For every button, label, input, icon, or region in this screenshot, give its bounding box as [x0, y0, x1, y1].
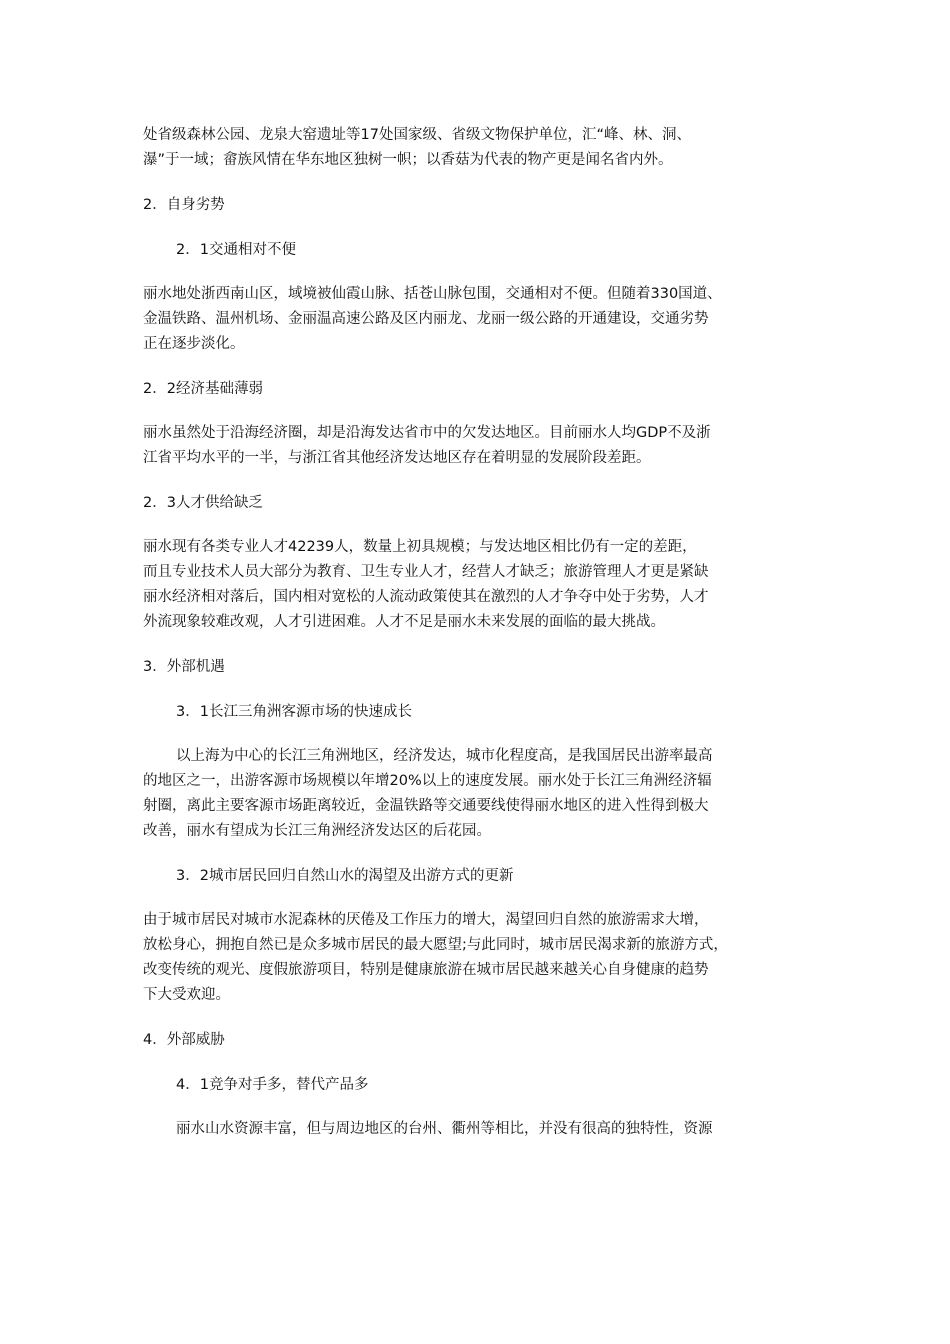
paragraph-line: 处省级森林公园、龙泉大窑遗址等17处国家级、省级文物保护单位，汇“峰、林、洞、	[143, 127, 691, 143]
paragraph-line: 瀑”于一域；畲族风情在华东地区独树一帜；以香菇为代表的物产更是闻名省内外。	[143, 152, 673, 168]
paragraph-line: 下大受欢迎。	[143, 987, 230, 1003]
document-page	[143, 123, 815, 1142]
paragraph-line: 正在逐步淡化。	[143, 336, 245, 352]
paragraph-line: 丽水经济相对落后，国内相对宽松的人流动政策使其在激烈的人才争夺中处于劣势，人才	[143, 589, 709, 605]
paragraph-line: 丽水山水资源丰富，但与周边地区的台州、衢州等相比，并没有很高的独特性，资源	[176, 1121, 713, 1137]
paragraph-line: 由于城市居民对城市水泥森林的厌倦及工作压力的增大，渴望回归自然的旅游需求大增，	[143, 912, 709, 928]
paragraph-line: 改变传统的观光、度假旅游项目，特别是健康旅游在城市居民越来越关心自身健康的趋势	[143, 962, 709, 978]
paragraph-line: 改善，丽水有望成为长江三角洲经济发达区的后花园。	[143, 823, 491, 839]
subsection-heading: 3．2城市居民回归自然山水的渴望及出游方式的更新	[176, 868, 514, 884]
section-heading: 4．外部威胁	[143, 1032, 225, 1048]
section-heading: 2．自身劣势	[143, 197, 225, 213]
section-heading: 3．外部机遇	[143, 659, 225, 675]
paragraph-line: 而且专业技术人员大部分为教育、卫生专业人才，经营人才缺乏；旅游管理人才更是紧缺	[143, 564, 709, 580]
paragraph	[143, 535, 815, 635]
section-heading: 2．2经济基础薄弱	[143, 381, 263, 397]
paragraph-line: 外流现象较难改观，人才引进困难。人才不足是丽水未来发展的面临的最大挑战。	[143, 614, 665, 630]
paragraph-line: 放松身心，拥抱自然已是众多城市居民的最大愿望;与此同时，城市居民渴求新的旅游方式，	[143, 937, 728, 953]
paragraph-line: 丽水地处浙西南山区，域境被仙霞山脉、括苍山脉包围，交通相对不便。但随着330国道、	[143, 286, 722, 302]
section-heading: 2．3人才供给缺乏	[143, 495, 263, 511]
paragraph-line: 江省平均水平的一半，与浙江省其他经济发达地区存在着明显的发展阶段差距。	[143, 450, 651, 466]
paragraph-line: 丽水现有各类专业人才42239人，数量上初具规模；与发达地区相比仍有一定的差距，	[143, 539, 697, 555]
paragraph	[143, 421, 815, 471]
paragraph	[143, 123, 815, 173]
subsection-heading: 3．1长江三角洲客源市场的快速成长	[176, 704, 412, 720]
paragraph	[143, 282, 815, 357]
subsection-heading: 2．1交通相对不便	[176, 242, 296, 258]
paragraph-line: 射圈，离此主要客源市场距离较近，金温铁路等交通要线使得丽水地区的进入性得到极大	[143, 798, 709, 814]
paragraph	[143, 908, 815, 1008]
paragraph	[143, 1117, 815, 1142]
paragraph-line: 的地区之一，出游客源市场规模以年增20%以上的速度发展。丽水处于长江三角洲经济辐	[143, 773, 712, 789]
paragraph	[143, 744, 815, 844]
paragraph-line: 丽水虽然处于沿海经济圈，却是沿海发达省市中的欠发达地区。目前丽水人均GDP不及浙	[143, 425, 711, 441]
paragraph-line: 以上海为中心的长江三角洲地区，经济发达，城市化程度高，是我国居民出游率最高	[176, 748, 713, 764]
subsection-heading: 4．1竞争对手多，替代产品多	[176, 1077, 369, 1093]
paragraph-line: 金温铁路、温州机场、金丽温高速公路及区内丽龙、龙丽一级公路的开通建设，交通劣势	[143, 311, 709, 327]
